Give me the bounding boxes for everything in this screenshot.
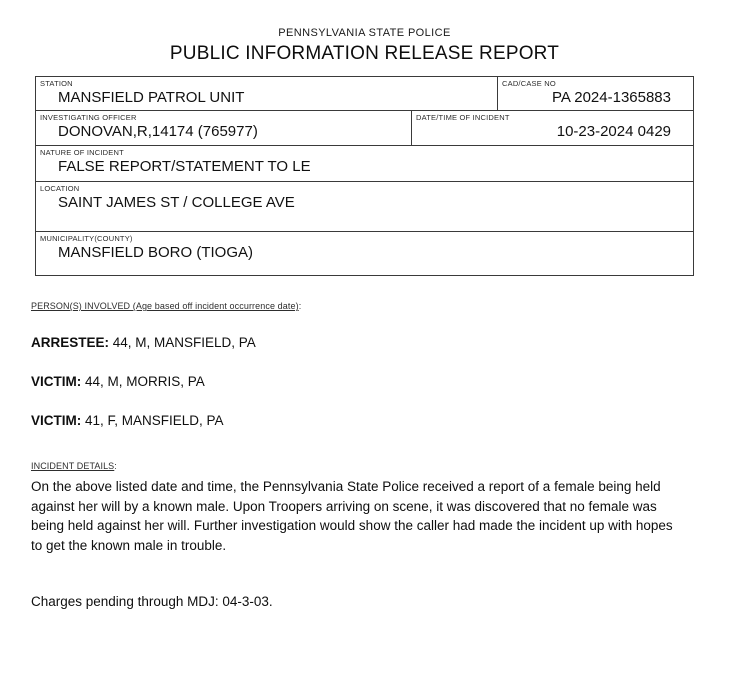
list-item xyxy=(31,334,691,352)
cad-case-no-label: CAD/CASE NO xyxy=(502,79,556,88)
person-details: 41, F, MANSFIELD, PA xyxy=(81,413,224,428)
persons-involved-list xyxy=(31,334,691,430)
cad-case-no-value: PA 2024-1365883 xyxy=(552,89,671,106)
date-time-of-incident-value: 10-23-2024 0429 xyxy=(556,123,671,140)
incident-details-heading-colon: : xyxy=(114,461,117,471)
municipality-county-cell xyxy=(36,232,693,275)
charges-note: Charges pending through MDJ: 04-3-03. xyxy=(31,594,273,609)
location-label: LOCATION xyxy=(40,184,80,193)
persons-involved-heading-text: PERSON(S) INVOLVED (Age based off incident occurrence date) xyxy=(31,301,299,311)
station-label: STATION xyxy=(40,79,73,88)
investigating-officer-cell xyxy=(36,111,411,145)
incident-narrative: On the above listed date and time, the Pennsylvania State Police received a report of a female being held against her will by a known male. Upon Troopers arriving on scene, it was discovered that no female was being held against her will. Further investigation would show the caller had made the incident up with hopes to get the known male in trouble. xyxy=(31,479,673,553)
location-value: SAINT JAMES ST / COLLEGE AVE xyxy=(58,194,295,211)
list-item xyxy=(31,373,691,391)
incident-details-heading-text: INCIDENT DETAILS xyxy=(31,461,115,471)
station-value: MANSFIELD PATROL UNIT xyxy=(58,89,245,106)
municipality-county-value: MANSFIELD BORO (TIOGA) xyxy=(58,244,254,261)
nature-of-incident-cell xyxy=(36,146,693,181)
report-body xyxy=(31,300,691,625)
location-cell xyxy=(36,182,693,231)
person-role: VICTIM: xyxy=(31,374,82,389)
table-row xyxy=(36,182,693,232)
persons-involved-heading-colon: : xyxy=(298,301,302,311)
person-details: 44, M, MORRIS, PA xyxy=(81,374,205,389)
cad-case-no-cell xyxy=(497,77,693,110)
date-time-of-incident-cell xyxy=(411,111,693,145)
table-row xyxy=(36,77,693,111)
table-row xyxy=(36,111,693,146)
agency-name: PENNSYLVANIA STATE POLICE xyxy=(278,27,451,39)
persons-involved-heading xyxy=(31,300,691,313)
incident-info-table xyxy=(35,76,694,276)
person-role: ARRESTEE: xyxy=(31,335,110,350)
station-cell xyxy=(36,77,497,110)
table-row xyxy=(36,232,693,275)
document-header xyxy=(0,0,729,66)
investigating-officer-value: DONOVAN,R,14174 (765977) xyxy=(58,123,258,140)
table-row xyxy=(36,146,693,182)
page-title: PUBLIC INFORMATION RELEASE REPORT xyxy=(169,43,560,64)
nature-of-incident-value: FALSE REPORT/STATEMENT TO LE xyxy=(58,158,311,175)
municipality-county-label: MUNICIPALITY(COUNTY) xyxy=(40,234,133,243)
person-details: 44, M, MANSFIELD, PA xyxy=(109,335,256,350)
list-item xyxy=(31,412,691,430)
date-time-of-incident-label: DATE/TIME OF INCIDENT xyxy=(416,113,510,122)
nature-of-incident-label: NATURE OF INCIDENT xyxy=(40,148,124,157)
incident-details-heading xyxy=(31,460,691,473)
person-role: VICTIM: xyxy=(31,413,82,428)
investigating-officer-label: INVESTIGATING OFFICER xyxy=(40,113,137,122)
